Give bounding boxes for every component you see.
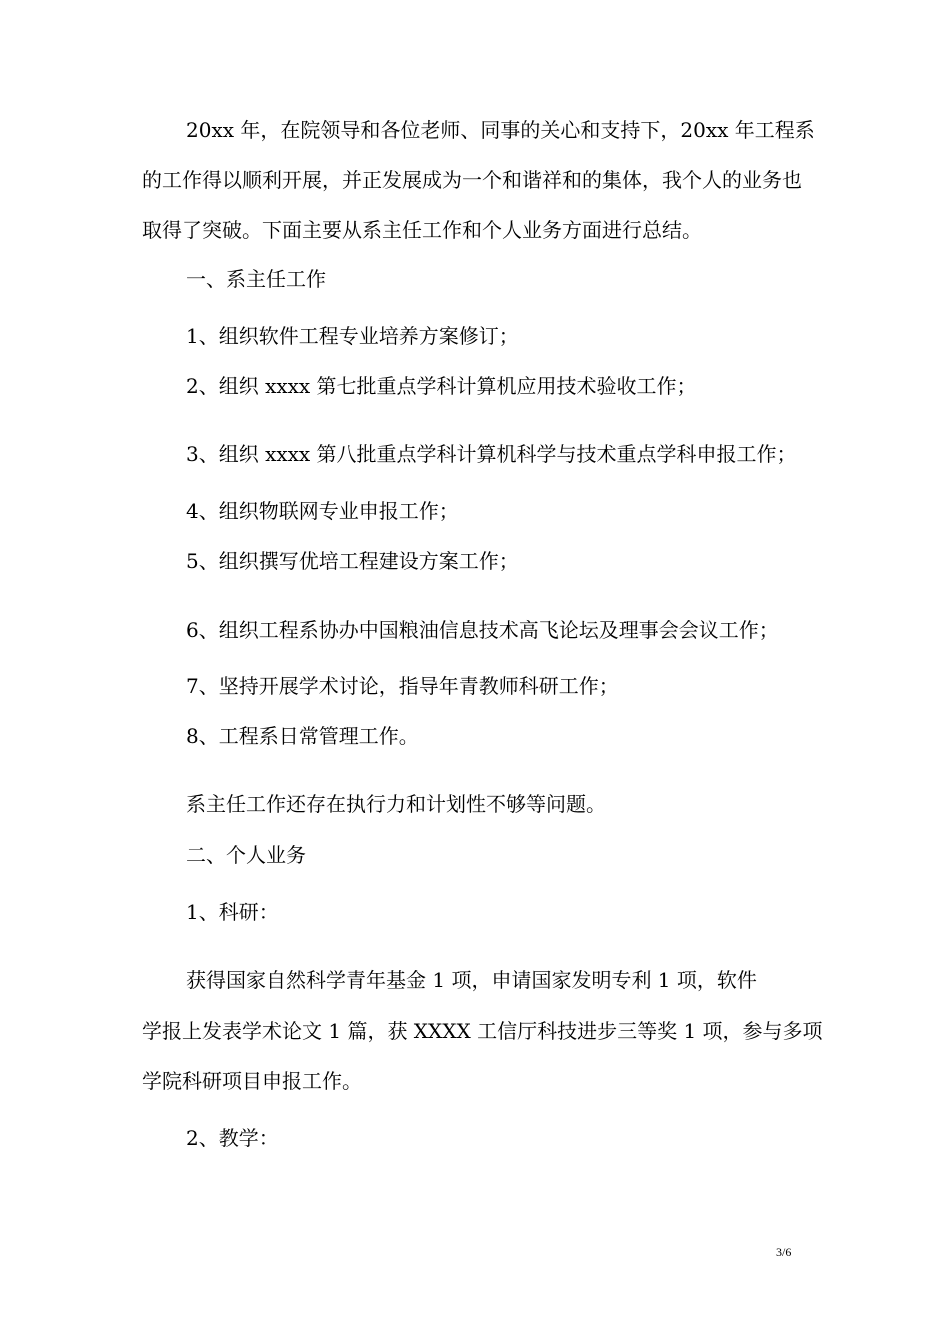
research-line-1: 获得国家自然科学青年基金 1 项，申请国家发明专利 1 项，软件 [186, 968, 757, 992]
list-item-5: 5、组织撰写优培工程建设方案工作； [186, 549, 519, 573]
teaching-label: 2、教学： [186, 1126, 279, 1150]
section-1-heading: 一、系主任工作 [186, 267, 326, 291]
list-item-2: 2、组织 xxxx 第七批重点学科计算机应用技术验收工作； [186, 374, 697, 398]
page-number: 3/6 [776, 1245, 792, 1259]
list-item-8: 8、工程系日常管理工作。 [186, 724, 419, 748]
research-line-2: 学报上发表学术论文 1 篇，获 XXXX 工信厅科技进步三等奖 1 项，参与多项 [142, 1019, 823, 1043]
section-1-note: 系主任工作还存在执行力和计划性不够等问题。 [186, 792, 606, 816]
list-item-7: 7、坚持开展学术讨论，指导年青教师科研工作； [186, 674, 619, 698]
research-line-3: 学院科研项目申报工作。 [142, 1069, 362, 1093]
intro-line-3: 取得了突破。下面主要从系主任工作和个人业务方面进行总结。 [142, 218, 702, 242]
list-item-6: 6、组织工程系协办中国粮油信息技术高飞论坛及理事会会议工作； [186, 618, 779, 642]
section-2-heading: 二、个人业务 [186, 843, 306, 867]
list-item-4: 4、组织物联网专业申报工作； [186, 499, 459, 523]
intro-line-2: 的工作得以顺利开展，并正发展成为一个和谐祥和的集体，我个人的业务也 [142, 168, 802, 192]
research-label: 1、科研： [186, 900, 279, 924]
list-item-3: 3、组织 xxxx 第八批重点学科计算机科学与技术重点学科申报工作； [186, 442, 797, 466]
list-item-1: 1、组织软件工程专业培养方案修订； [186, 324, 519, 348]
intro-line-1: 20xx 年，在院领导和各位老师、同事的关心和支持下，20xx 年工程系 [186, 118, 815, 142]
